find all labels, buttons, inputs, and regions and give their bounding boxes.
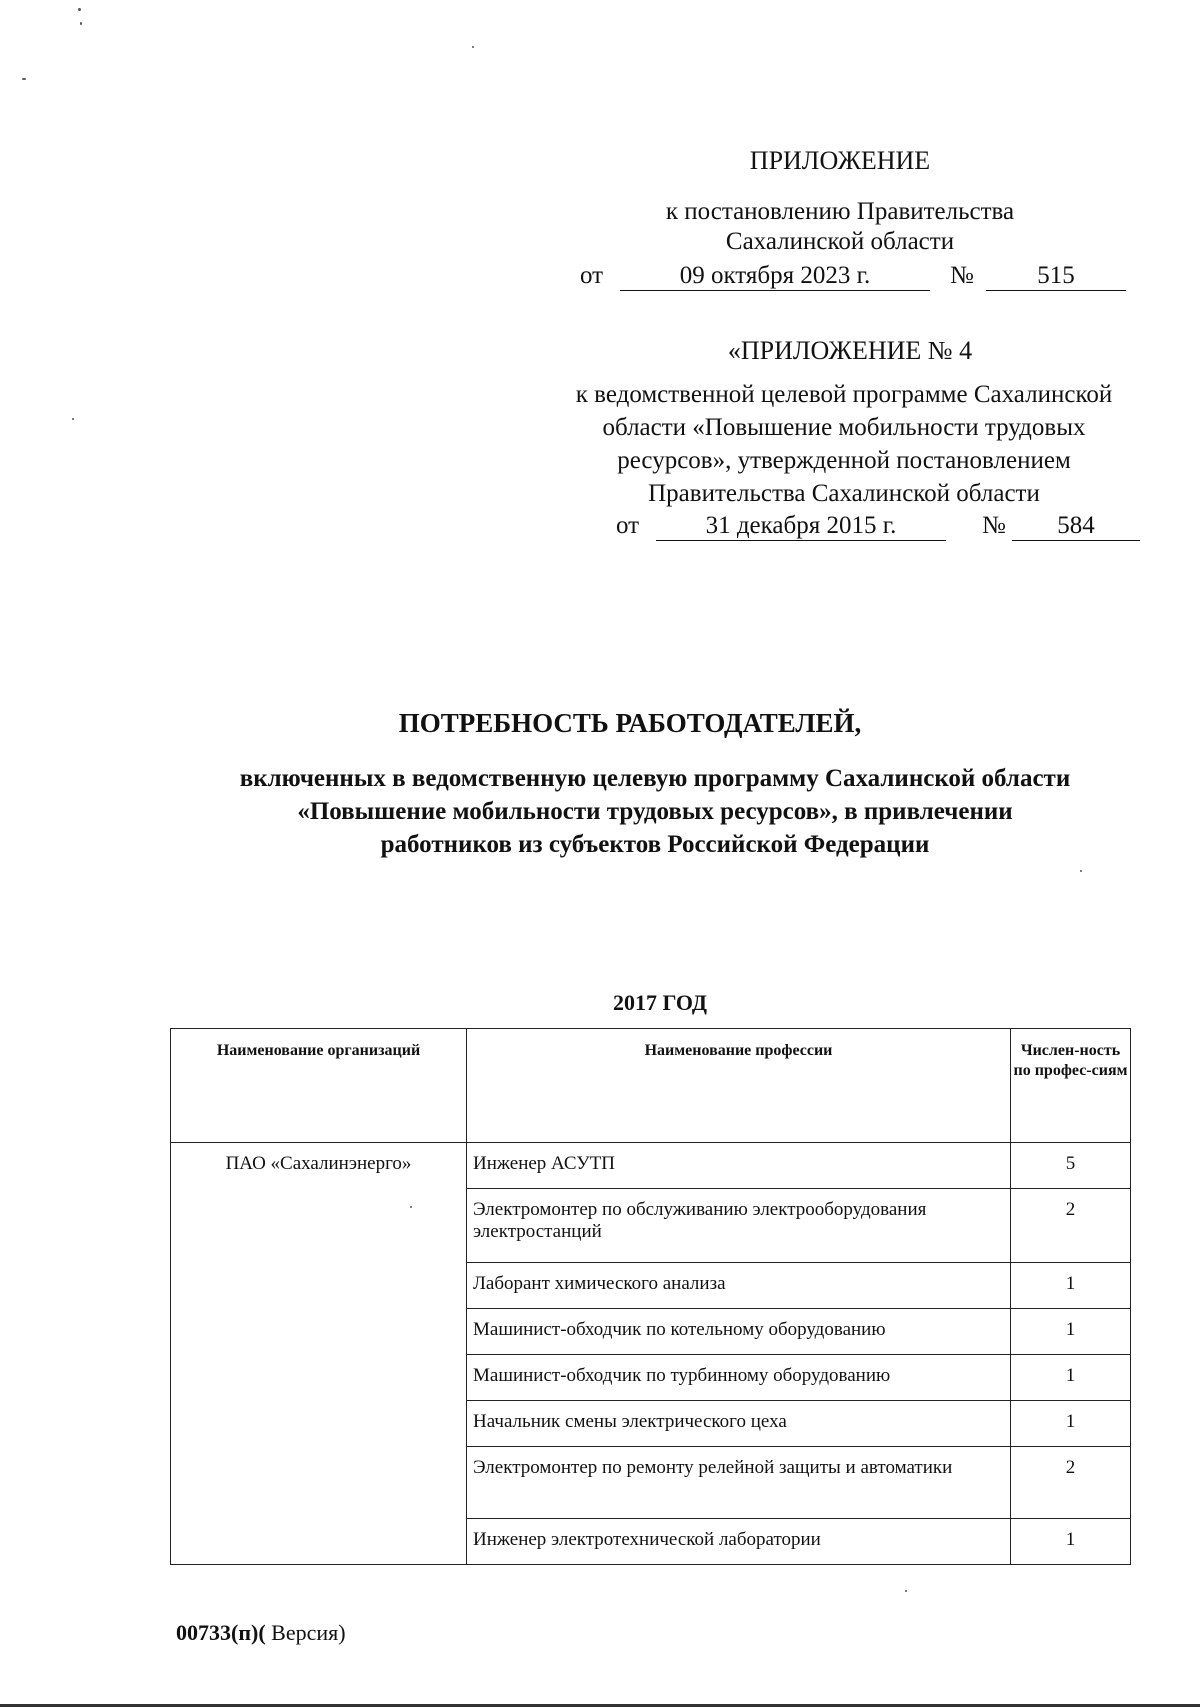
column-header-profession: Наименование профессии — [467, 1029, 1011, 1143]
resolution-date-line — [580, 262, 1130, 296]
count-cell: 5 — [1011, 1143, 1131, 1189]
profession-cell: Машинист-обходчик по турбинному оборудованию — [467, 1355, 1011, 1401]
count-cell: 2 — [1011, 1189, 1131, 1263]
from-label: от — [580, 262, 604, 289]
document-title: ПОТРЕБНОСТЬ РАБОТОДАТЕЛЕЙ, — [398, 708, 862, 738]
profession-cell: Лаборант химического анализа — [467, 1263, 1011, 1309]
scan-speck — [72, 418, 74, 420]
scan-speck — [1080, 870, 1082, 872]
footer-document-code — [176, 1620, 346, 1646]
profession-cell: Инженер электротехнической лаборатории — [467, 1519, 1011, 1565]
year-heading: 2017 ГОД — [612, 990, 708, 1015]
scan-speck — [80, 22, 82, 25]
count-cell: 1 — [1011, 1519, 1131, 1565]
profession-cell: Электромонтер по ремонту релейной защиты и автоматики — [467, 1447, 1011, 1519]
footer-code: 00733(п)( — [176, 1620, 266, 1645]
scan-speck — [410, 1206, 412, 1208]
count-cell: 1 — [1011, 1309, 1131, 1355]
organization-cell: ПАО «Сахалинэнерго» — [171, 1143, 467, 1565]
table-header-row — [171, 1029, 1131, 1143]
resolution-date: 09 октября 2023 г. — [620, 262, 930, 291]
scan-speck — [78, 8, 81, 11]
profession-cell: Начальник смены электрического цеха — [467, 1401, 1011, 1447]
column-header-organization: Наименование организаций — [171, 1029, 467, 1143]
document-subtitle: включенных в ведомственную целевую программу Сахалинской области «Повышение мобильности трудовых ресурсов», в привлечении работников из субъектов Российской Федерации — [239, 765, 1071, 858]
resolution-number: 515 — [986, 262, 1126, 291]
program-date-line — [616, 512, 1146, 546]
number-label: № — [982, 512, 1006, 539]
from-label: от — [616, 512, 640, 539]
resolution-line-1: к постановлению Правительства — [665, 198, 1015, 225]
profession-cell: Инженер АСУТП — [467, 1143, 1011, 1189]
count-cell: 2 — [1011, 1447, 1131, 1519]
profession-cell: Электромонтер по обслуживанию электрооборудования электростанций — [467, 1189, 1011, 1263]
count-cell: 1 — [1011, 1263, 1131, 1309]
number-label: № — [950, 262, 974, 289]
column-header-count: Числен-ность по профес-сиям — [1011, 1029, 1131, 1143]
bottom-scan-edge — [0, 1704, 1200, 1707]
scan-speck — [22, 78, 26, 80]
appendix-title: ПРИЛОЖЕНИЕ — [749, 146, 931, 175]
resolution-line-2: Сахалинской области — [725, 228, 955, 255]
demand-table — [170, 1028, 1131, 1565]
program-number: 584 — [1012, 512, 1140, 541]
footer-version: Версия) — [265, 1620, 346, 1645]
table-row — [171, 1143, 1131, 1189]
scan-speck — [905, 1590, 907, 1592]
appendix-4-title: «ПРИЛОЖЕНИЕ № 4 — [727, 336, 973, 365]
count-cell: 1 — [1011, 1355, 1131, 1401]
profession-cell: Машинист-обходчик по котельному оборудованию — [467, 1309, 1011, 1355]
count-cell: 1 — [1011, 1401, 1131, 1447]
program-reference-text: к ведомственной целевой программе Сахалинской области «Повышение мобильности трудовых ресурсов», утвержденной постановлением Правительства Сахалинской области — [575, 381, 1113, 507]
program-date: 31 декабря 2015 г. — [656, 512, 946, 541]
scan-speck — [472, 46, 474, 48]
